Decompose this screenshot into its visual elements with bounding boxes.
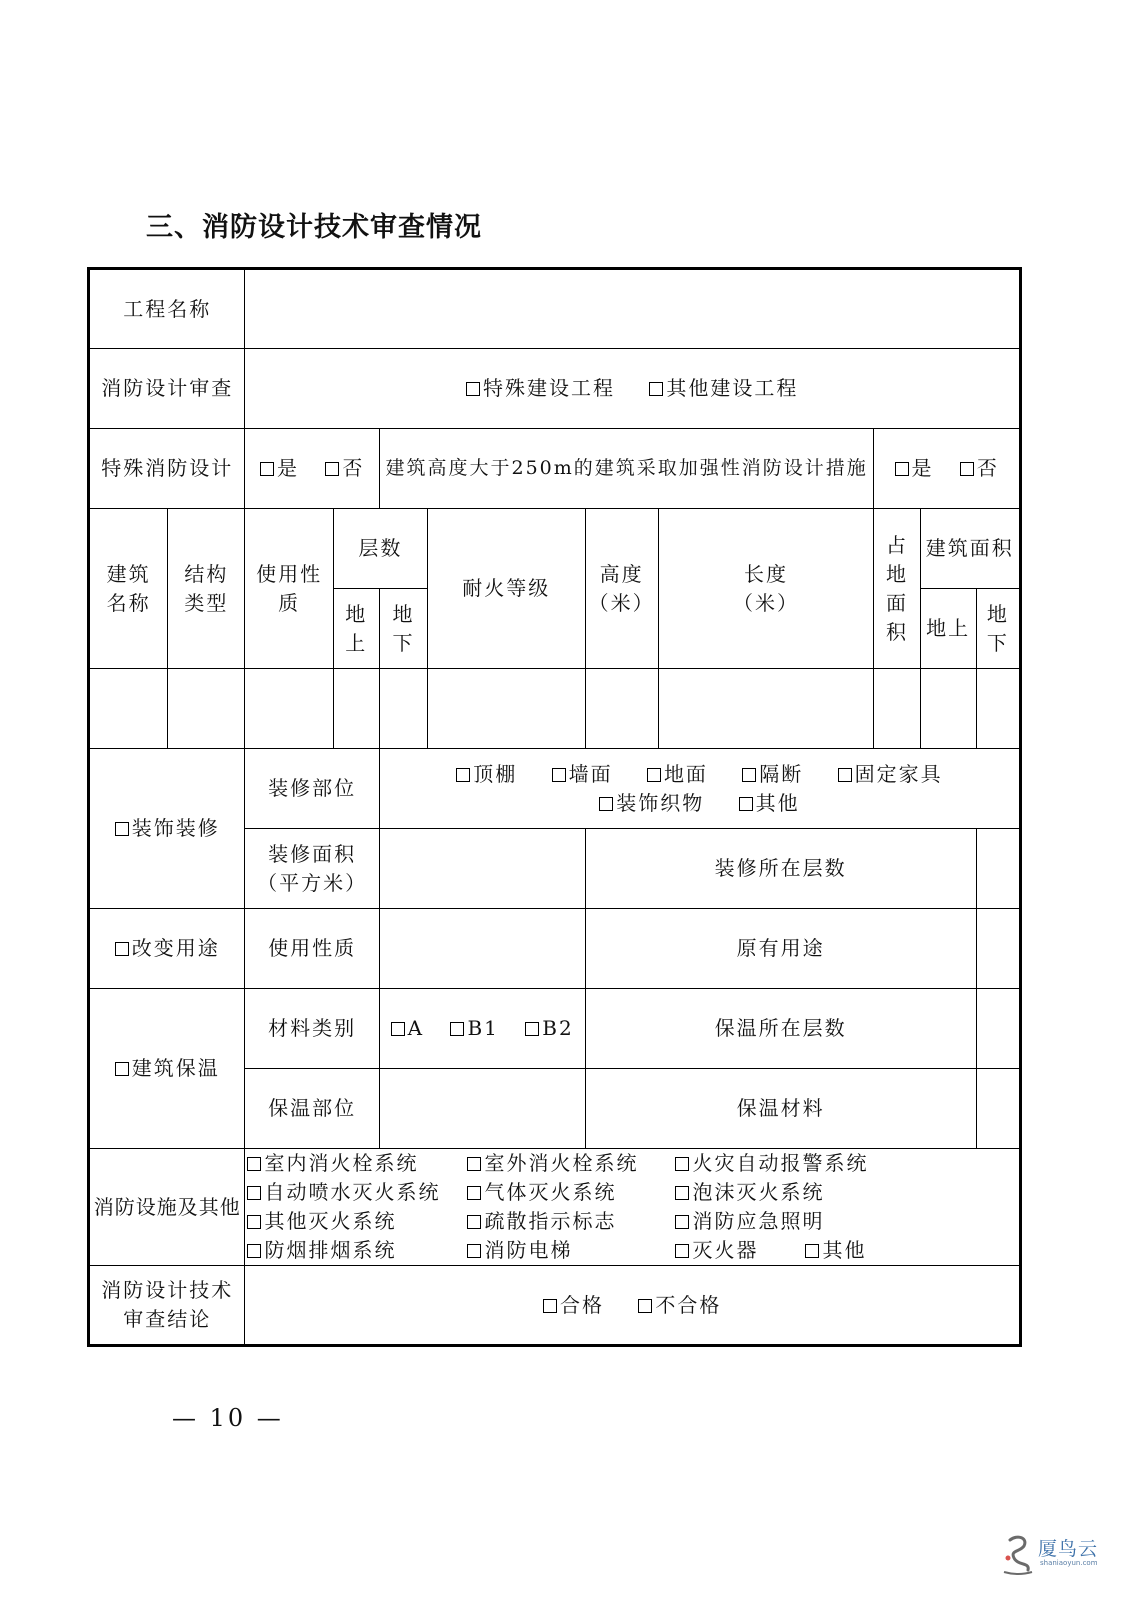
checkbox-floor[interactable]: 地面 [647, 760, 708, 789]
insulation-floor-field[interactable] [976, 989, 1020, 1069]
col-floors: 层数 [333, 509, 427, 589]
checkbox-foam-system[interactable]: 泡沫灭火系统 [675, 1178, 805, 1207]
checkbox-sprinkler[interactable]: 自动喷水灭火系统 [247, 1178, 467, 1207]
checkbox-icon [525, 1022, 539, 1036]
change-use-usage-label: 使用性质 [245, 909, 379, 989]
checkbox-icon [649, 382, 663, 396]
checkbox-decoration[interactable]: 装饰装修 [115, 814, 220, 843]
decoration-area-label: 装修面积 （平方米） [245, 829, 379, 909]
checkbox-icon [260, 462, 274, 476]
checkbox-icon [805, 1244, 819, 1258]
checkbox-fire-elevator[interactable]: 消防电梯 [467, 1236, 675, 1265]
checkbox-emergency-lighting[interactable]: 消防应急照明 [675, 1207, 805, 1236]
checkbox-smoke-exhaust[interactable]: 防烟排烟系统 [247, 1236, 467, 1265]
checkbox-icon [675, 1215, 689, 1229]
checkbox-indoor-hydrant[interactable]: 室内消火栓系统 [247, 1149, 467, 1178]
checkbox-extinguisher[interactable]: 灭火器 [675, 1236, 805, 1265]
checkbox-icon [675, 1186, 689, 1200]
facilities-label: 消防设施及其他 [89, 1149, 245, 1266]
checkbox-icon [467, 1244, 481, 1258]
checkbox-icon [543, 1299, 557, 1313]
col-usage: 使用性质 [245, 509, 333, 669]
checkbox-icon [838, 768, 852, 782]
checkbox-special-project[interactable]: 特殊建设工程 [466, 374, 615, 403]
checkbox-icon [638, 1299, 652, 1313]
checkbox-material-a[interactable]: A [391, 1014, 424, 1043]
checkbox-icon [599, 797, 613, 811]
material-category-options [379, 989, 585, 1069]
building-name-cell[interactable] [89, 669, 168, 749]
insulation-floor-label: 保温所在层数 [585, 989, 976, 1069]
special-design-options [245, 429, 379, 509]
col-structure-type: 结构 类型 [168, 509, 245, 669]
checkbox-icon [675, 1157, 689, 1171]
height-measure-options [874, 429, 1021, 509]
change-use-usage-field[interactable] [379, 909, 585, 989]
checkbox-icon [325, 462, 339, 476]
area-below-cell[interactable] [976, 669, 1020, 749]
insulation-location-field[interactable] [379, 1069, 585, 1149]
original-use-label: 原有用途 [585, 909, 976, 989]
usage-cell[interactable] [245, 669, 333, 749]
page-heading: 三、消防设计技术审查情况 [146, 212, 482, 243]
insulation-section [89, 989, 245, 1149]
project-name-label: 工程名称 [89, 269, 245, 349]
col-height: 高度 （米） [585, 509, 658, 669]
checkbox-material-b2[interactable]: B2 [525, 1014, 573, 1043]
checkbox-ceiling[interactable]: 顶棚 [456, 760, 517, 789]
checkbox-icon [391, 1022, 405, 1036]
bird-logo-icon [1000, 1532, 1038, 1576]
checkbox-icon [115, 942, 129, 956]
decoration-area-field[interactable] [379, 829, 585, 909]
floors-above-cell[interactable] [333, 669, 379, 749]
col-fire-rating: 耐火等级 [428, 509, 585, 669]
checkbox-wall[interactable]: 墙面 [552, 760, 613, 789]
insulation-material-field[interactable] [976, 1069, 1020, 1149]
checkbox-icon [467, 1186, 481, 1200]
checkbox-icon [450, 1022, 464, 1036]
checkbox-icon [467, 1215, 481, 1229]
col-area-above: 地上 [920, 589, 976, 669]
insulation-material-label: 保温材料 [585, 1069, 976, 1149]
checkbox-fire-alarm[interactable]: 火灾自动报警系统 [675, 1149, 805, 1178]
checkbox-facilities-other[interactable]: 其他 [805, 1236, 875, 1265]
checkbox-evacuation-signs[interactable]: 疏散指示标志 [467, 1207, 675, 1236]
col-area-below: 地下 [976, 589, 1020, 669]
checkbox-fabric[interactable]: 装饰织物 [599, 789, 704, 818]
checkbox-change-use[interactable]: 改变用途 [115, 934, 220, 963]
checkbox-fixed-furniture[interactable]: 固定家具 [838, 760, 943, 789]
conclusion-options [245, 1266, 1021, 1346]
col-floor-area: 建筑面积 [920, 509, 1020, 589]
checkbox-special-no[interactable]: 否 [325, 454, 364, 483]
page-number: — 10 — [172, 1404, 284, 1432]
checkbox-gas-suppression[interactable]: 气体灭火系统 [467, 1178, 675, 1207]
checkbox-icon [247, 1186, 261, 1200]
land-area-cell[interactable] [874, 669, 920, 749]
checkbox-icon [552, 768, 566, 782]
special-design-label: 特殊消防设计 [89, 429, 245, 509]
checkbox-icon [742, 768, 756, 782]
decoration-section [89, 749, 245, 909]
fire-rating-cell[interactable] [428, 669, 585, 749]
building-data-row [89, 669, 1021, 749]
review-type-options [245, 349, 1021, 429]
decoration-floor-field[interactable] [976, 829, 1020, 909]
watermark [1000, 1532, 1110, 1578]
col-length: 长度 （米） [658, 509, 874, 669]
decoration-location-label: 装修部位 [245, 749, 379, 829]
decoration-floor-label: 装修所在层数 [585, 829, 976, 909]
floors-below-cell[interactable] [379, 669, 427, 749]
checkbox-special-yes[interactable]: 是 [260, 454, 299, 483]
facilities-options [245, 1149, 1021, 1266]
checkbox-icon [247, 1215, 261, 1229]
checkbox-icon [466, 382, 480, 396]
height-cell[interactable] [585, 669, 658, 749]
change-use-section [89, 909, 245, 989]
checkbox-icon [247, 1157, 261, 1171]
structure-type-cell[interactable] [168, 669, 245, 749]
col-floors-below: 地下 [379, 589, 427, 669]
checkbox-icon [456, 768, 470, 782]
checkbox-icon [247, 1244, 261, 1258]
watermark-url: shaniaoyun.com [1040, 1559, 1098, 1567]
checkbox-outdoor-hydrant[interactable]: 室外消火栓系统 [467, 1149, 675, 1178]
fire-design-review-table [87, 267, 1022, 1347]
checkbox-icon [467, 1157, 481, 1171]
area-above-cell[interactable] [920, 669, 976, 749]
decoration-location-options [379, 749, 1020, 829]
conclusion-label: 消防设计技术 审查结论 [89, 1266, 245, 1346]
checkbox-icon [895, 462, 909, 476]
height-measure-label: 建筑高度大于250m的建筑采取加强性消防设计措施 [379, 429, 874, 509]
col-floors-above: 地上 [333, 589, 379, 669]
length-cell[interactable] [658, 669, 874, 749]
checkbox-fail[interactable]: 不合格 [638, 1291, 721, 1320]
project-name-field[interactable] [245, 269, 1021, 349]
checkbox-material-b1[interactable]: B1 [450, 1014, 498, 1043]
checkbox-other-project[interactable]: 其他建设工程 [649, 374, 798, 403]
checkbox-decoration-other[interactable]: 其他 [739, 789, 800, 818]
checkbox-pass[interactable]: 合格 [543, 1291, 604, 1320]
checkbox-icon [675, 1244, 689, 1258]
col-building-name: 建筑 名称 [89, 509, 168, 669]
checkbox-icon [647, 768, 661, 782]
checkbox-partition[interactable]: 隔断 [742, 760, 803, 789]
checkbox-icon [739, 797, 753, 811]
insulation-location-label: 保温部位 [245, 1069, 379, 1149]
checkbox-insulation[interactable]: 建筑保温 [115, 1054, 220, 1083]
checkbox-other-suppression[interactable]: 其他灭火系统 [247, 1207, 467, 1236]
checkbox-icon [960, 462, 974, 476]
review-type-label: 消防设计审查 [89, 349, 245, 429]
checkbox-measure-no[interactable]: 否 [960, 454, 999, 483]
facilities-grid [247, 1149, 1017, 1265]
checkbox-icon [115, 1062, 129, 1076]
col-land-area: 占地 面积 [874, 509, 920, 669]
original-use-field[interactable] [976, 909, 1020, 989]
checkbox-measure-yes[interactable]: 是 [895, 454, 934, 483]
watermark-text: 厦鸟云 [1038, 1538, 1099, 1560]
material-category-label: 材料类别 [245, 989, 379, 1069]
checkbox-icon [115, 822, 129, 836]
